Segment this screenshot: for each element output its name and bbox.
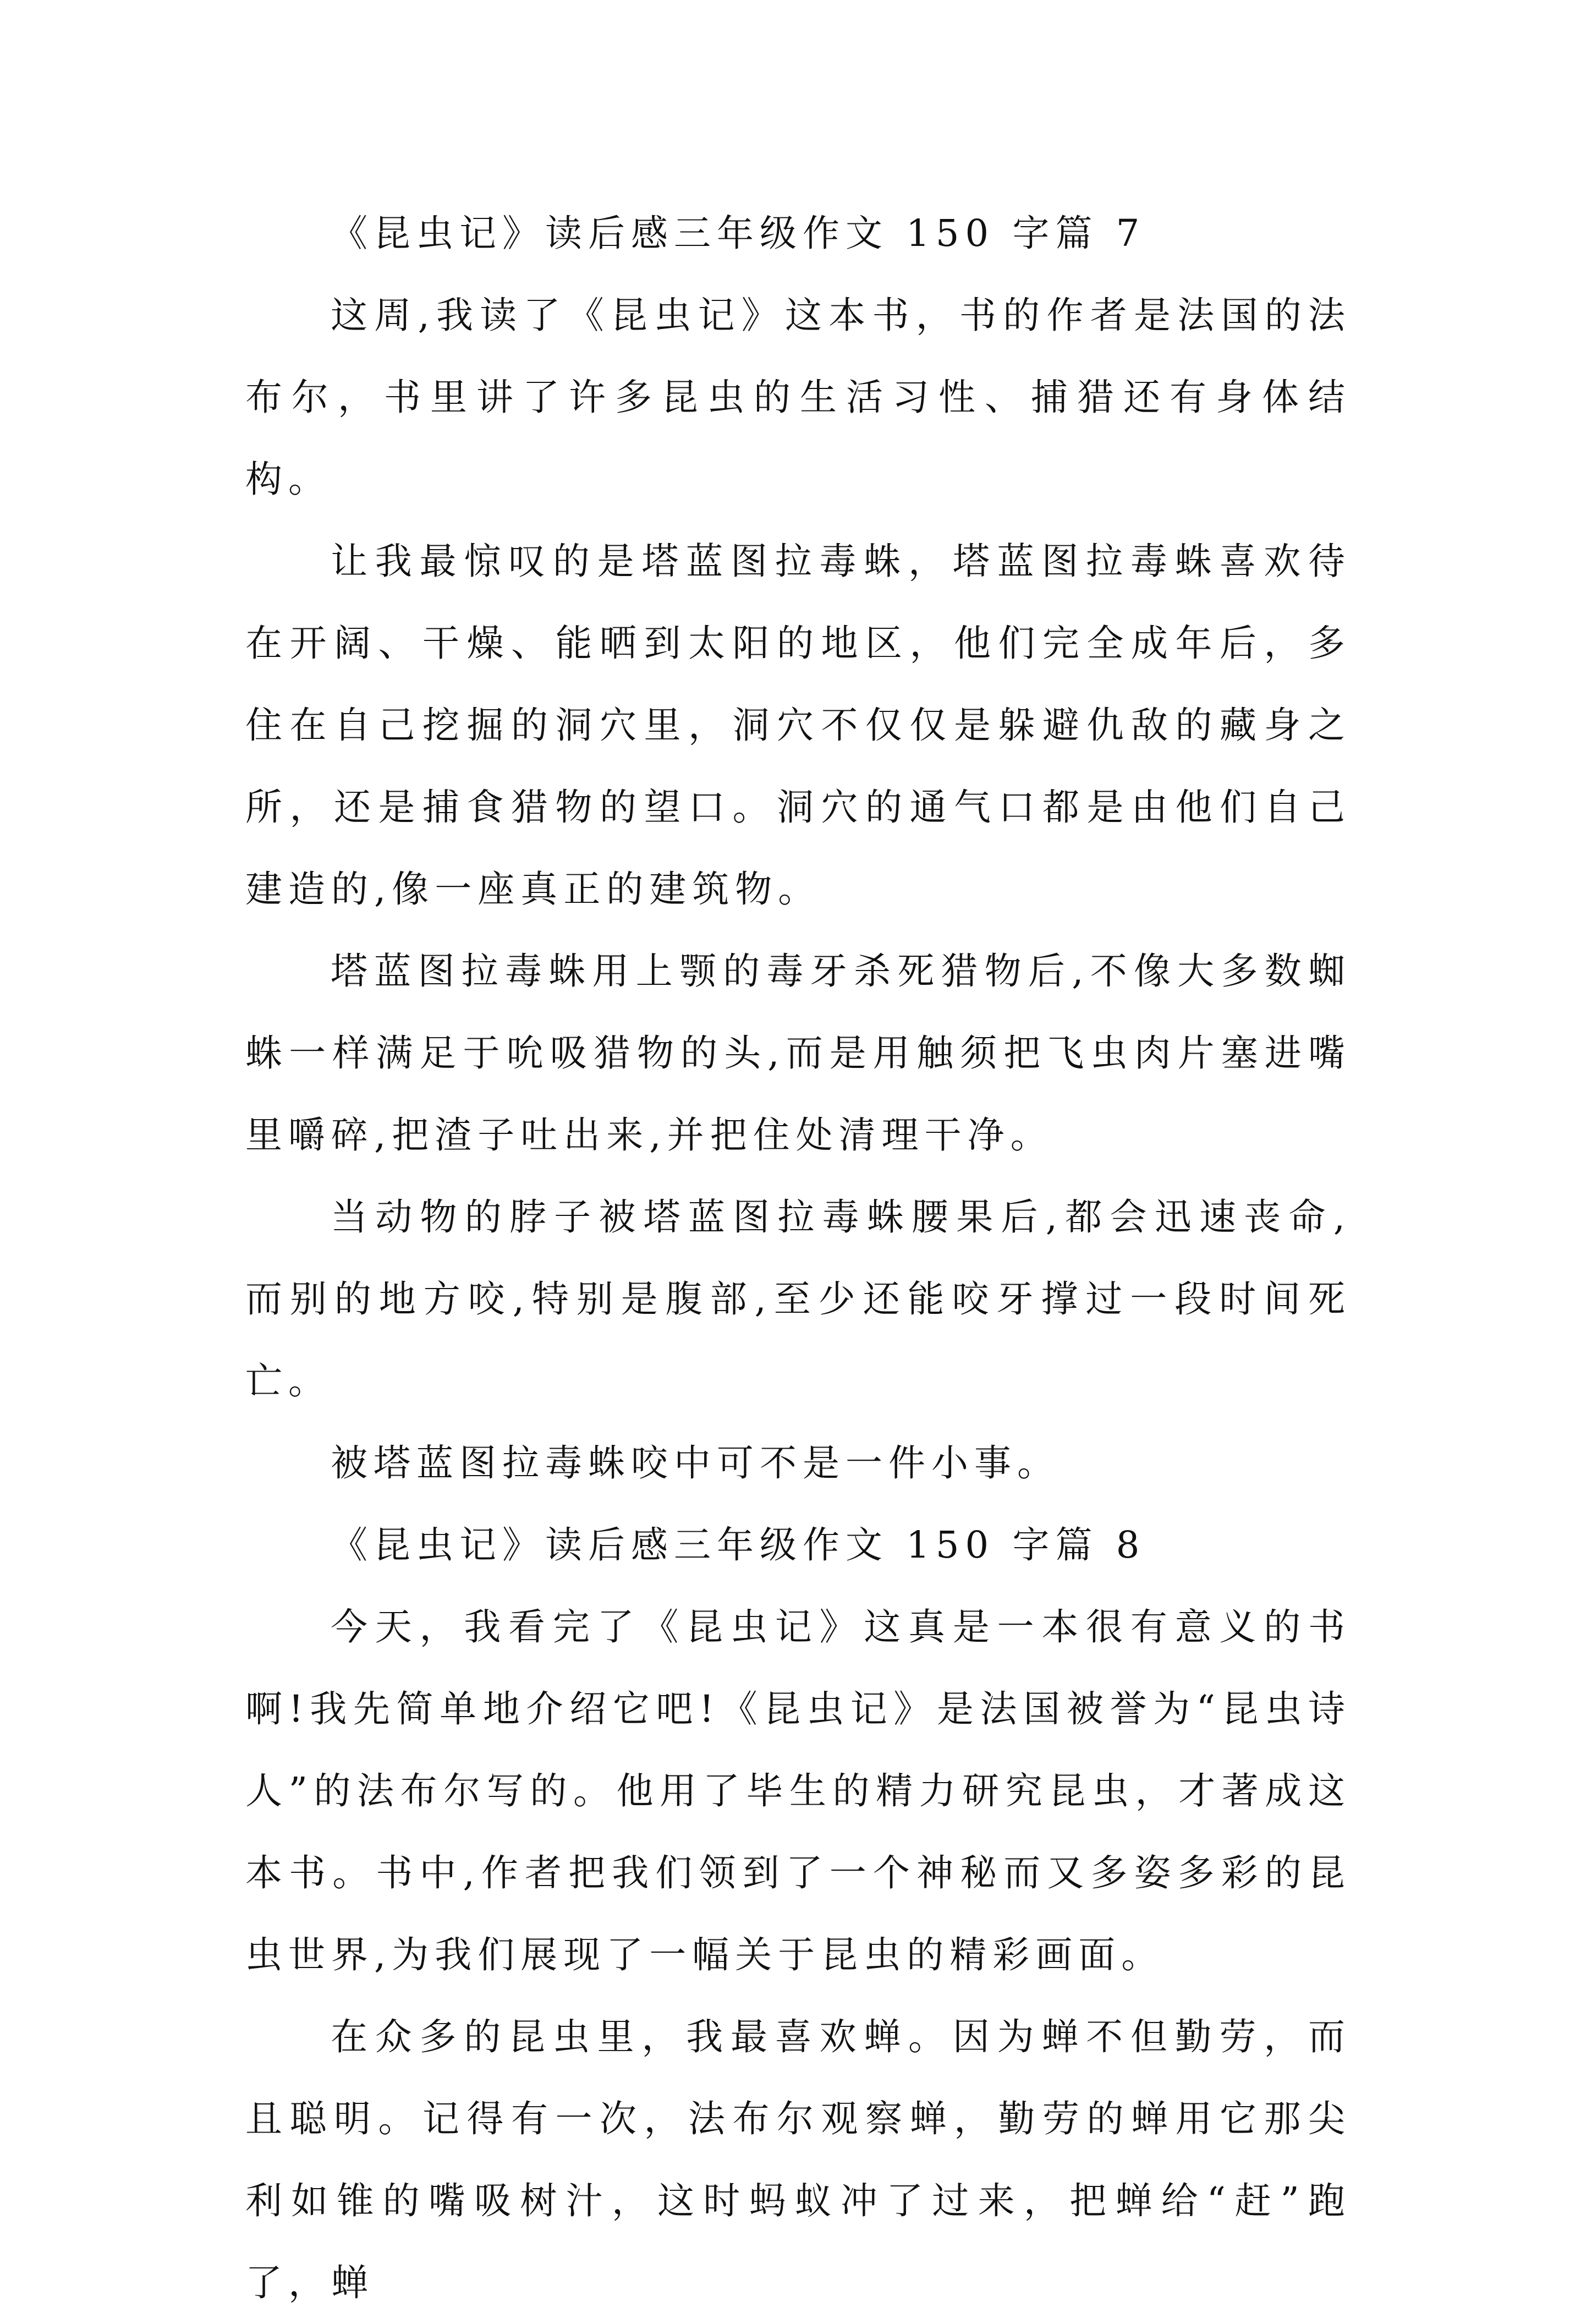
paragraph: 塔蓝图拉毒蛛用上颚的毒牙杀死猎物后,不像大多数蜘蛛一样满足于吮吸猎物的头,而是用触须把飞虫肉片塞进嘴里嚼碎,把渣子吐出来,并把住处清理干净。 [245, 950, 1351, 1156]
paragraph: 当动物的脖子被塔蓝图拉毒蛛腰果后,都会迅速丧命,而别的地方咬,特别是腹部,至少还能咬牙撑过一段时间死亡。 [245, 1196, 1351, 1402]
paragraph: 被塔蓝图拉毒蛛咬中可不是一件小事。 [331, 1441, 1060, 1484]
paragraph: 在众多的昆虫里，我最喜欢蝉。因为蝉不但勤劳，而且聪明。记得有一次，法布尔观察蝉，勤劳的蝉用它那尖利如锥的嘴吸树汁，这时蚂蚁冲了过来，把蝉给“赶”跑了，蝉 [245, 2015, 1351, 2304]
paragraph: 这周,我读了《昆虫记》这本书，书的作者是法国的法布尔，书里讲了许多昆虫的生活习性、捕猎还有身体结构。 [245, 294, 1351, 501]
document-body [245, 193, 1351, 2324]
essay-heading-7: 《昆虫记》读后感三年级作文 150 字篇 7 [331, 212, 1146, 255]
essay-heading-8: 《昆虫记》读后感三年级作文 150 字篇 8 [331, 1523, 1146, 1566]
paragraph: 今天，我看完了《昆虫记》这真是一本很有意义的书啊!我先简单地介绍它吧!《昆虫记》是法国被誉为“昆虫诗人”的法布尔写的。他用了毕生的精力研究昆虫，才著成这本书。书中,作者把我们领到了一个神秘而又多姿多彩的昆虫世界,为我们展现了一幅关于昆虫的精彩画面。 [245, 1605, 1351, 1976]
paragraph: 让我最惊叹的是塔蓝图拉毒蛛，塔蓝图拉毒蛛喜欢待在开阔、干燥、能晒到太阳的地区，他们完全成年后，多住在自己挖掘的洞穴里，洞穴不仅仅是躲避仇敌的藏身之所，还是捕食猎物的望口。洞穴的通气口都是由他们自己建造的,像一座真正的建筑物。 [245, 540, 1351, 911]
